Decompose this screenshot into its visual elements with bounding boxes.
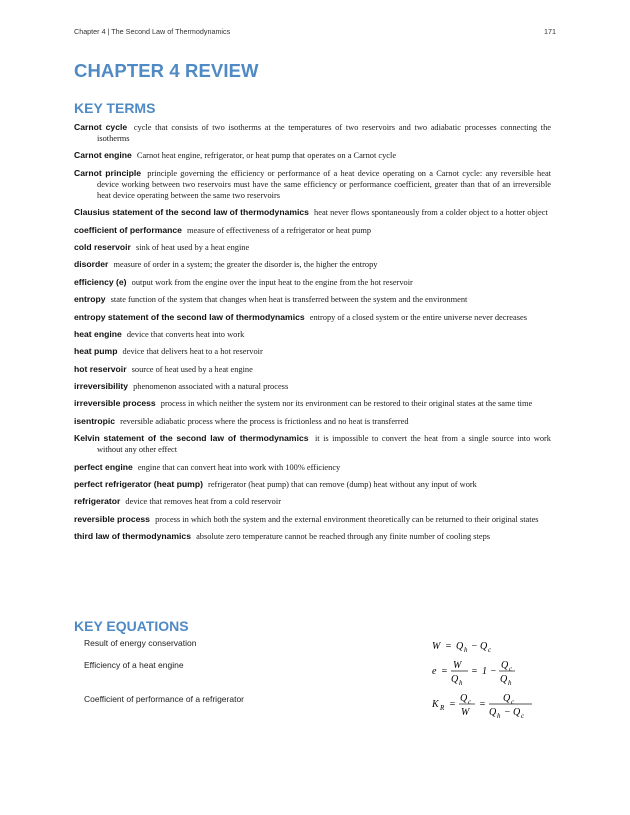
key-term-name: Kelvin statement of the second law of thermodynamics [74,433,309,444]
sym-eq: = [441,666,448,677]
key-term-definition: device that converts heat into work [126,329,245,339]
key-term-entry [74,242,551,253]
key-term-definition: entropy of a closed system or the entire universe never decreases [309,312,527,322]
sub-c: c [488,646,492,654]
key-term-name: Carnot engine [74,150,132,161]
key-term-entry [74,122,551,144]
key-term-definition: cycle that consists of two isotherms at the temperatures of two reservoirs and two adiabatic processes connecting the isotherms [97,123,551,143]
key-term-name: isentropic [74,415,116,426]
key-term-name: perfect refrigerator (heat pump) [74,479,203,490]
sub-h: h [497,712,501,720]
key-term-name: entropy statement of the second law of thermodynamics [74,311,305,322]
sym-Q: Q [489,707,497,718]
key-term-definition: process in which neither the system nor its environment can be restored to their original states at the same time [160,399,533,409]
equation-energy-conservation [432,638,552,654]
key-term-entry [74,259,551,270]
key-term-entry [74,277,551,288]
key-term-name: disorder [74,259,109,270]
key-term-definition: output work from the engine over the input heat to the engine from the hot reservoir [131,277,413,287]
key-term-name: reversible process [74,513,150,524]
key-equations-list [84,638,554,728]
key-term-entry [74,312,551,323]
sym-minus: − [504,707,511,718]
equation-coefficient-of-performance [432,690,552,722]
sub-c: c [509,665,513,673]
key-term-definition: process in which both the system and the external environment theoretically can be returned to their original states [155,514,539,524]
key-equations-heading: KEY EQUATIONS [74,618,189,634]
key-term-name: heat pump [74,346,118,357]
key-term-definition: reversible adiabatic process where the process is frictionless and no heat is transferred [120,416,409,426]
running-header-chapter: Chapter 4 | The Second Law of Thermodynamics [74,27,231,36]
sub-c: c [468,698,472,706]
sym-one: 1 [482,666,487,677]
equation-row [84,660,554,694]
sub-c: c [511,698,515,706]
sym-minus: − [471,641,478,652]
key-term-entry [74,329,551,340]
sym-Q: Q [451,674,459,685]
key-term-name: entropy [74,294,106,305]
sym-Q: Q [500,674,508,685]
key-term-entry [74,207,551,218]
key-term-definition: it is impossible to convert the heat from a single source into work without any other effect [97,434,551,455]
key-term-name: cold reservoir [74,241,131,252]
key-term-name: hot reservoir [74,363,127,374]
key-term-definition: device that delivers heat to a hot reservoir [122,347,263,357]
key-term-name: third law of thermodynamics [74,531,191,542]
key-term-entry [74,416,551,427]
key-terms-list [74,122,551,549]
equation-label: Efficiency of a heat engine [84,660,184,670]
formula-svg [432,657,552,687]
formula-svg [432,690,552,722]
key-term-name: coefficient of performance [74,224,182,235]
equation-efficiency [432,657,552,687]
sym-e: e [432,666,437,677]
equation-label: Result of energy conservation [84,638,197,648]
formula-svg [432,638,552,654]
key-term-definition: Carnot heat engine, refrigerator, or heat pump that operates on a Carnot cycle [136,151,397,161]
key-term-entry [74,294,551,305]
sub-R: R [440,704,445,712]
key-term-entry [74,225,551,236]
key-term-entry [74,531,551,542]
sub-h: h [459,679,463,687]
key-term-definition: measure of order in a system; the greater the disorder is, the higher the entropy [113,260,378,270]
key-term-name: irreversible process [74,398,156,409]
sym-W: W [453,660,462,671]
key-term-name: perfect engine [74,461,133,472]
key-term-name: irreversibility [74,381,128,392]
sym-Q: Q [480,641,488,652]
key-term-entry [74,462,551,473]
key-term-definition: state function of the system that changes when heat is transferred between the system and the environment [110,295,468,305]
running-header [74,27,556,39]
sym-W: W [461,707,470,718]
key-term-definition: absolute zero temperature cannot be reached through any finite number of cooling steps [196,532,491,542]
key-term-entry [74,514,551,525]
key-terms-heading: KEY TERMS [74,100,156,116]
sub-h: h [508,679,512,687]
chapter-title: CHAPTER 4 REVIEW [74,60,259,81]
key-term-entry [74,398,551,409]
sym-Q: Q [501,660,509,671]
sym-eq: = [445,641,452,652]
sym-eq: = [449,699,456,710]
key-term-name: heat engine [74,328,122,339]
key-term-entry [74,364,551,375]
key-term-definition: measure of effectiveness of a refrigerator or heat pump [187,225,372,235]
key-term-entry [74,168,551,201]
sym-Q: Q [503,693,511,704]
key-term-name: Carnot cycle [74,122,128,132]
sym-minus: − [490,666,497,677]
key-term-entry [74,346,551,357]
key-term-name: refrigerator [74,496,121,507]
key-term-name: efficiency (e) [74,276,127,287]
key-term-entry [74,433,551,455]
sym-Q: Q [513,707,521,718]
key-term-definition: principle governing the efficiency or performance of a heat device operating on a Carnot cycle: any reversible heat device working between two reservoirs must have the same efficiency or performance coefficient, greater than that of an irreversible heat device operating between the same two reservoirs [97,168,551,200]
key-term-entry [74,479,551,490]
key-term-definition: source of heat used by a heat engine [131,364,253,374]
key-term-definition: heat never flows spontaneously from a colder object to a hotter object [314,208,548,218]
key-term-entry [74,496,551,507]
key-term-entry [74,381,551,392]
equation-label: Coefficient of performance of a refrigerator [84,694,245,704]
key-term-definition: sink of heat used by a heat engine [135,242,250,252]
key-term-definition: device that removes heat from a cold reservoir [125,497,281,507]
key-term-name: Carnot principle [74,167,142,178]
sub-c: c [521,712,525,720]
key-term-entry [74,150,551,161]
key-term-definition: refrigerator (heat pump) that can remove (dump) heat without any input of work [208,480,477,490]
sym-eq: = [471,666,478,677]
equation-row [84,694,554,728]
sym-Q: Q [456,641,464,652]
page-number: 171 [544,27,556,36]
sym-K: K [432,699,439,710]
key-term-definition: engine that can convert heat into work with 100% efficiency [137,462,341,472]
sym-Q: Q [460,693,468,704]
sym-W: W [432,641,441,652]
sym-eq: = [479,699,486,710]
key-term-definition: phenomenon associated with a natural process [133,382,289,392]
sub-h: h [464,646,468,654]
key-term-name: Clausius statement of the second law of thermodynamics [74,207,309,218]
